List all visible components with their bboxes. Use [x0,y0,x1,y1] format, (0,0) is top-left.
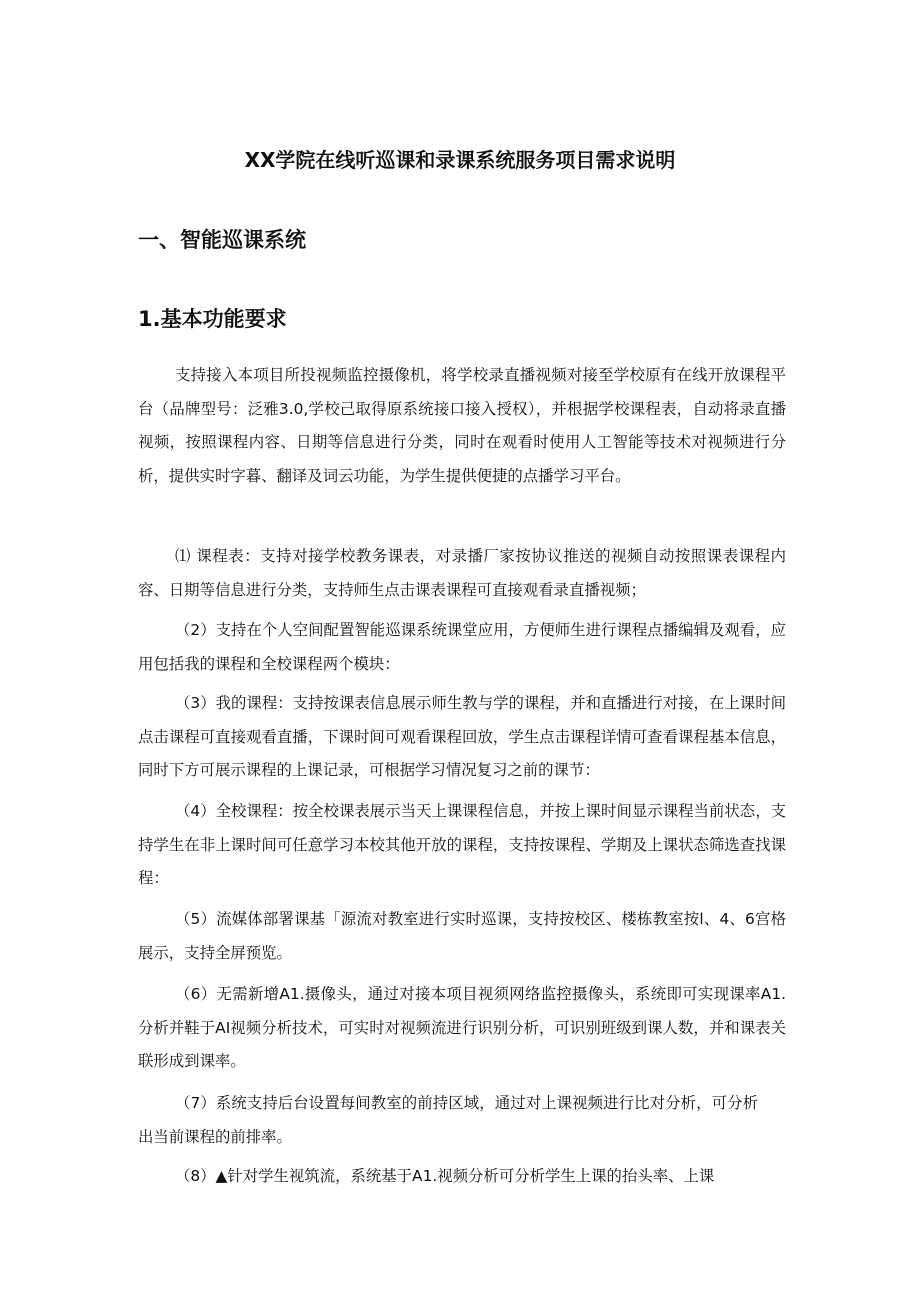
paragraph-item-2: （2）支持在个人空间配置智能巡课系统课堂应用，方便师生进行课程点播编辑及观看，应用包括我的课程和全校课程两个模块： [138,621,786,673]
section-heading: 一、智能巡课系统 [138,228,306,252]
document-title: XX学院在线听巡课和录课系统服务项目需求说明 [244,148,676,172]
paragraph-item-8: （8）▲针对学生视筑流，系统基于A1.视频分析可分析学生上课的抬头率、上课 [174,1167,715,1185]
paragraph-item-6: （6）无需新增A1.摄像头，通过对接本项目视须网络监控摄像头，系统即可实现课率A1.分析并鞋于AI视频分析技术，可实时对视频流进行识别分析，可识别班级到课人数，并和课表关联形成到课率。 [138,985,786,1070]
paragraph-item-1: ⑴ 课程表：支持对接学校教务课表，对录播厂家按协议推送的视频自动按照课表课程内容、日期等信息进行分类，支持师生点击课表课程可直接观看录直播视频； [138,547,786,599]
paragraph-intro: 支持接入本项目所投视频监控摄像机，将学校录直播视频对接至学校原有在线开放课程平台（品牌型号：泛雅3.0,学校己取得原系统接口接入授权），并根据学校课程表，自动将录直播视频，按照课程内容、日期等信息进行分类，同时在观看时使用人工智能等技术对视频进行分析，提供实时字暮、翻译及词云功能，为学生提供便捷的点播学习平台。 [138,366,786,485]
subsection-heading: 1.基本功能要求 [138,307,287,331]
paragraph-item-4: （4）全校课程：按全校课表展示当天上课课程信息，并按上课时间显示课程当前状态，支持学生在非上课时间可任意学习本校其他开放的课程，支持按课程、学期及上课状态筛选查找课程： [138,802,786,887]
paragraph-item-3: （3）我的课程：支持按课表信息展示师生教与学的课程，并和直播进行对接，在上课时间点击课程可直接观看直播，下课时间可观看课程回放，学生点击课程详情可查看课程基本信息，同时下方可展示课程的上课记录，可根据学习情况复习之前的课节： [138,694,786,779]
paragraph-item-5: （5）流媒体部署课基「源流对教室进行实时巡课，支持按校区、楼栋教室按l、4、6宫格展示，支持全屏预览。 [138,910,786,962]
paragraph-item-7: （7）系统支持后台设置每间教室的前持区域，通过对上课视频进行比对分析，可分析出当前课程的前排率。 [138,1094,758,1146]
